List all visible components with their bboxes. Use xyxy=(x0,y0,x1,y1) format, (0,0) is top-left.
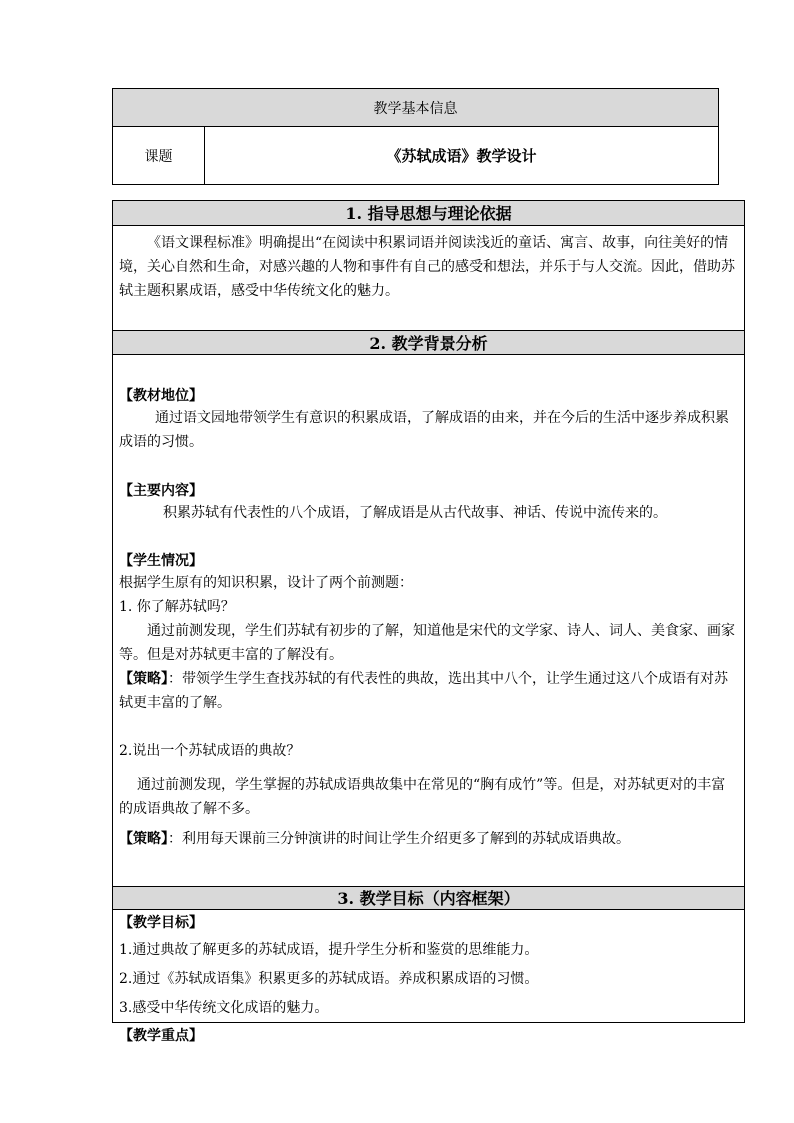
section-2-heading: 2. 教学背景分析 xyxy=(113,330,744,355)
material-position-heading: 【教材地位】 xyxy=(119,388,203,404)
basic-info-header: 教学基本信息 xyxy=(113,89,719,127)
main-content-text: 积累苏轼有代表性的八个成语，了解成语是从古代故事、神话、传说中流传来的。 xyxy=(163,505,667,521)
pretest-result-1: 通过前测发现，学生们苏轼有初步的了解，知道他是宋代的文学家、诗人、词人、美食家、画家等。但是对苏轼更丰富的了解没有。 xyxy=(119,623,735,663)
strategy-1-heading: 【策略】 xyxy=(119,671,168,687)
section-3-heading: 3. 教学目标（内容框架） xyxy=(113,886,744,910)
pretest-question-2: 2.说出一个苏轼成语的典故？ xyxy=(119,743,301,759)
material-position-text: 通过语文园地带领学生有意识的积累成语，了解成语的由来，并在今后的生活中逐步养成积累成语的习惯。 xyxy=(119,410,729,450)
strategy-2-heading: 【策略】 xyxy=(119,831,168,847)
section-2-body xyxy=(113,386,744,886)
pretest-result-2: 通过前测发现，学生掌握的苏轼成语典故集中在常见的“胸有成竹”等。但是，对苏轼更对的丰富的成语典故了解不多。 xyxy=(119,777,726,817)
student-situation-heading: 【学生情况】 xyxy=(119,553,203,569)
lesson-plan-table xyxy=(112,200,745,1044)
teaching-goal-2: 2.通过《苏轼成语集》积累更多的苏轼成语。养成积累成语的习惯。 xyxy=(119,971,539,987)
student-situation-intro: 根据学生原有的知识积累，设计了两个前测题： xyxy=(119,575,413,591)
strategy-1-text: ：带领学生学生查找苏轼的有代表性的典故，选出其中八个，让学生通过这八个成语有对苏轼更丰富的了解。 xyxy=(119,671,728,711)
teaching-goals-heading: 【教学目标】 xyxy=(119,915,203,931)
guiding-ideology-text: 《语文课程标准》明确提出“在阅读中积累词语并阅读浅近的童话、寓言、故事，向往美好的情境，关心自然和生命，对感兴趣的人物和事件有自己的感受和想法，并乐于与人交流。因此，借助苏轼主题积累成语，感受中华传统文化的魅力。 xyxy=(119,235,735,299)
section-1-body xyxy=(113,226,744,330)
teaching-focus-heading: 【教学重点】 xyxy=(119,1028,203,1044)
topic-label: 课题 xyxy=(113,127,205,185)
strategy-2 xyxy=(119,829,736,849)
main-content-heading: 【主要内容】 xyxy=(119,483,203,499)
basic-info-table xyxy=(112,88,719,185)
strategy-1 xyxy=(119,667,736,715)
topic-value: 《苏轼成语》教学设计 xyxy=(205,127,719,185)
strategy-2-text: ：利用每天课前三分钟演讲的时间让学生介绍更多了解到的苏轼成语典故。 xyxy=(168,831,630,847)
pretest-question-1: 1. 你了解苏轼吗？ xyxy=(119,599,235,615)
teaching-goal-3: 3.感受中华传统文化成语的魅力。 xyxy=(119,1000,329,1016)
teaching-goal-1: 1.通过典故了解更多的苏轼成语，提升学生分析和鉴赏的思维能力。 xyxy=(119,942,539,958)
section-3-body xyxy=(113,910,744,1060)
section-1-heading: 1. 指导思想与理论依据 xyxy=(113,201,744,226)
